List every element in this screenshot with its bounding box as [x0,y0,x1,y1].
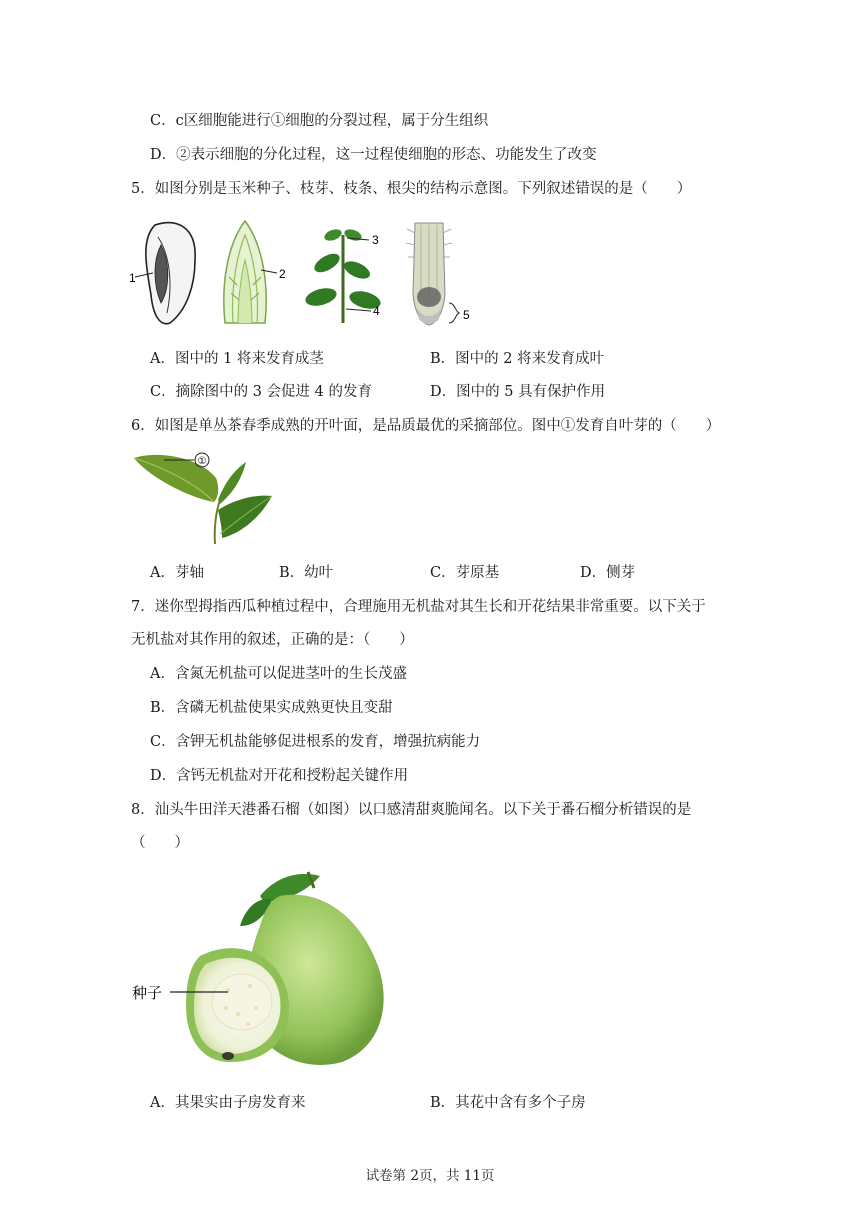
q8-stem-line1: 8．汕头牛田洋天港番石榴（如图）以口感清甜爽脆闻名。以下关于番石榴分析错误的是 [131,802,692,818]
q8-option-b: B．其花中含有多个子房 [430,1095,586,1111]
q5-label-1: 1 [129,271,136,285]
branch-bud-drawing [224,221,277,323]
q7-option-d: D．含钙无机盐对开花和授粉起关键作用 [150,768,409,784]
q6-option-a: A．芽轴 [150,565,204,581]
q4-option-d: D．②表示细胞的分化过程，这一过程使细胞的形态、功能发生了改变 [150,147,597,163]
q8-stem-line2: （ ） [131,835,189,851]
q7-stem-line1: 7．迷你型拇指西瓜种植过程中，合理施用无机盐对其生长和开花结果非常重要。以下关于 [131,599,706,615]
q8-label-seed: 种子 [132,984,163,1002]
q5-figure [125,215,485,330]
q5-stem: 5．如图分别是玉米种子、枝芽、枝条、根尖的结构示意图。下列叙述错误的是（ ） [131,181,692,197]
q5-label-3: 3 [372,233,379,247]
q5-label-5: 5 [463,308,470,322]
q8-guava-figure [130,866,410,1076]
q8-option-a: A．其果实由子房发育来 [150,1095,306,1111]
q7-option-a: A．含氮无机盐可以促进茎叶的生长茂盛 [150,666,407,682]
q5-label-4: 4 [373,304,380,318]
q6-stem: 6．如图是单丛茶春季成熟的开叶面，是品质最优的采摘部位。图中①发育自叶芽的（ ） [131,418,721,434]
q6-option-c: C．芽原基 [430,565,500,581]
q6-option-b: B．幼叶 [279,565,334,581]
q5-option-a: A．图中的 1 将来发育成茎 [150,351,324,367]
q7-stem-line2: 无机盐对其作用的叙述，正确的是：（ ） [131,632,414,648]
q5-label-2: 2 [279,267,286,281]
q6-label-1: ① [197,456,207,467]
q6-tea-leaf-figure [130,448,275,546]
page-footer: 试卷第 2页，共 11页 [365,1168,495,1184]
q5-option-c: C．摘除图中的 3 会促进 4 的发育 [150,384,372,400]
q7-option-b: B．含磷无机盐使果实成熟更快且变甜 [150,700,393,716]
branch-drawing [303,227,382,323]
q7-option-c: C．含钾无机盐能够促进根系的发育，增强抗病能力 [150,734,481,750]
q6-option-d: D．侧芽 [580,565,636,581]
corn-seed-drawing [135,223,195,324]
q5-option-b: B．图中的 2 将来发育成叶 [430,351,605,367]
q4-option-c: C．c区细胞能进行①细胞的分裂过程，属于分生组织 [150,113,489,129]
q5-option-d: D．图中的 5 具有保护作用 [430,384,606,400]
root-tip-drawing [406,223,459,325]
